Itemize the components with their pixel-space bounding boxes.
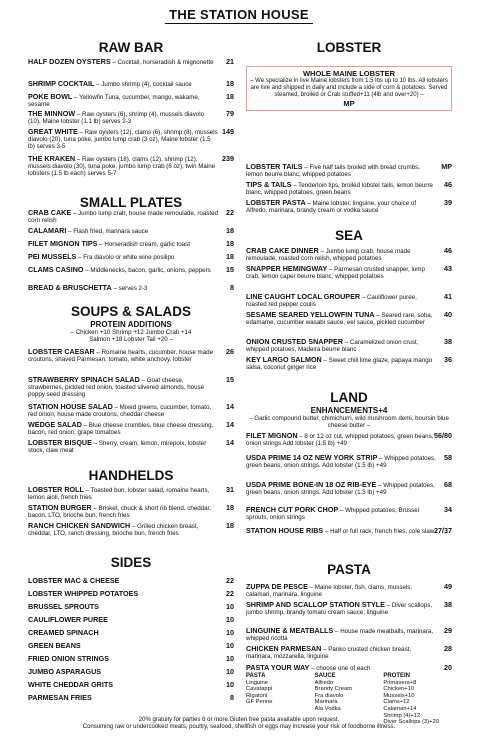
- subnote-line: Salmon +18 Lobster Tail +20 –: [89, 336, 173, 344]
- box-desc: – We specialize in live Maine lobsters from 1.5 lbs up to 10 lbs. All lobsters are live and shipped in daily and include a side of corn & potatoes. Served steamed, broiled or Crab stuffed+11 (4lb and over+20) –: [250, 78, 448, 98]
- item-name: LOBSTER BISQUE: [28, 438, 92, 447]
- item-desc: – Panko crusted chicken breast, marinara, mozzarella, linguine: [246, 646, 412, 661]
- item-name: GREAT WHITE: [28, 127, 78, 136]
- item-price: 18: [226, 226, 234, 235]
- item-desc: – Goat cheese, strawberries, pickled red onion, toasted slivered almonds, house poppy seed dressing: [28, 377, 205, 399]
- option-head: PROTEIN: [383, 673, 411, 679]
- item-price: 49: [444, 582, 452, 591]
- item-desc: – Parmesan crusted snapper, lump crab, lemon caper beurre blanc, whipped potatoes: [246, 266, 425, 281]
- item-name: LOBSTER CAESAR: [28, 347, 95, 356]
- menu-item: [246, 481, 452, 496]
- option-row: Fra diavolo: [314, 692, 344, 699]
- item-desc: – Cauliflower puree, roasted red pepper coulis: [246, 294, 417, 309]
- item-name: THE KRAKEN: [28, 154, 76, 163]
- menu-item: [28, 80, 234, 88]
- item-desc: – Diver scallops, jumbo shrimp, brandy tomato cream sauce, linguine: [246, 602, 433, 617]
- section-title: RAW BAR: [98, 40, 164, 55]
- menu-item: [28, 577, 234, 585]
- item-desc: – Jumbo shrimp (4), cocktail sauce: [94, 81, 192, 88]
- item-name: CLAMS CASINO: [28, 265, 84, 274]
- item-name: CAULIFLOWER PUREE: [28, 615, 108, 624]
- item-name: GREEN BEANS: [28, 641, 81, 650]
- menu-item: [246, 454, 452, 469]
- item-name: LOBSTER WHIPPED POTATOES: [28, 589, 139, 598]
- item-name: USDA PRIME BONE-IN 18 OZ RIB-EYE: [246, 480, 377, 489]
- section-subnote: [28, 320, 234, 343]
- item-desc: – Caramelized onion crust, whipped potatoes, Madeira beurre blanc: [246, 339, 419, 354]
- item-name: STATION BURGER: [28, 503, 92, 512]
- menu-item: [246, 247, 452, 262]
- item-name: POKE BOWL: [28, 92, 73, 101]
- menu-item: [246, 583, 452, 598]
- item-name: CRAB CAKE: [28, 208, 72, 217]
- item-name: FILET MIGNON TIPS: [28, 239, 98, 248]
- menu-item: [246, 432, 452, 447]
- item-price: 15: [226, 265, 234, 274]
- menu-item: [246, 664, 452, 672]
- menu-item: [246, 645, 452, 660]
- item-price: 31: [226, 485, 234, 494]
- item-name: PASTA YOUR WAY: [246, 663, 310, 672]
- menu-item: [28, 155, 234, 178]
- menu-item: [28, 110, 234, 125]
- item-name: HALF DOZEN OYSTERS: [28, 57, 111, 66]
- menu-item: [28, 629, 234, 637]
- menu-item: [28, 128, 234, 151]
- subnote-head: ENHANCEMENTS+4: [310, 406, 388, 415]
- section-title: PASTA: [327, 562, 371, 577]
- item-name: PEI MUSSELS: [28, 252, 77, 261]
- item-desc: – Raw oysters (6), shrimp (4), mussels diavolo (10), Maine lobster (1.1 lb) serves 2-3: [28, 111, 205, 126]
- item-price: 8: [230, 283, 234, 292]
- item-desc: – Five half tails broiled with bread crumbs, lemon beurre blanc, whipped potatoes: [246, 164, 420, 179]
- menu-item: [28, 655, 234, 663]
- item-desc: – Yellowfin Tuna, cucumber, mango, wakame, sesame: [28, 94, 200, 109]
- item-desc: – Raw oysters (18), clams (12), shrimp (12), mussels diavolo (30), tuna poke, jumbo lump crab (6 oz), twin Maine lobsters (1.5 lb each) serves 5-7: [28, 156, 216, 178]
- item-price: 79: [226, 109, 234, 118]
- item-desc: – Tenderloin tips, broiled lobster tails, lemon beurre blanc, whipped potatoes, green beans: [246, 182, 433, 197]
- item-price: 21: [226, 57, 234, 66]
- item-name: SHRIMP AND SCALLOP STATION STYLE: [246, 600, 385, 609]
- item-name: FRENCH CUT PORK CHOP: [246, 505, 339, 514]
- item-price: 15: [226, 375, 234, 384]
- item-desc: – Toasted bun, lobster salad, romaine hearts, lemon aioli, french fries: [28, 487, 210, 502]
- item-name: THE MINNOW: [28, 109, 76, 118]
- item-price: 10: [226, 602, 234, 611]
- option-head: SAUCE: [314, 673, 336, 679]
- item-price: 58: [444, 453, 452, 462]
- option-row: GF Penne: [246, 699, 273, 706]
- item-price: 18: [226, 521, 234, 530]
- option-row: Rigatoni: [246, 692, 268, 699]
- item-desc: – Sweet chili lime glaze, papaya mango salsa, coconut ginger rice: [246, 357, 433, 372]
- menu-item: [28, 348, 234, 363]
- item-desc: – serves 2-3: [111, 285, 148, 292]
- item-desc: – choose one of each: [309, 665, 371, 672]
- item-name: LOBSTER TAILS: [246, 162, 303, 171]
- menu-item: [246, 163, 452, 178]
- menu-item: [28, 590, 234, 598]
- item-desc: – Middlenecks, bacon, garlic, onions, peppers: [83, 267, 211, 274]
- item-desc: – Whipped potatoes, Brussel sprouts, onion strings: [246, 507, 420, 522]
- option-row: Calamari+14: [383, 705, 417, 712]
- menu-item: [28, 694, 234, 702]
- item-name: STATION HOUSE SALAD: [28, 402, 113, 411]
- item-name: CALAMARI: [28, 226, 67, 235]
- menu-item: [28, 284, 234, 292]
- item-price: 20: [444, 663, 452, 672]
- option-row: Primavera+8: [383, 679, 417, 686]
- item-price: 26: [226, 347, 234, 356]
- item-price: 28: [444, 644, 452, 653]
- menu-item: [28, 240, 234, 248]
- subnote-line: – Chicken +10 Shrimp +12 Jumbo Crab +14: [70, 329, 192, 336]
- item-price: 18: [226, 239, 234, 248]
- item-name: SHRIMP COCKTAIL: [28, 79, 95, 88]
- item-name: CHICKEN PARMESAN: [246, 644, 322, 653]
- item-name: WEDGE SALAD: [28, 420, 82, 429]
- item-price: 38: [444, 337, 452, 346]
- menu-item: [28, 376, 234, 399]
- item-price: 68: [444, 480, 452, 489]
- item-name: BRUSSEL SPROUTS: [28, 602, 99, 611]
- item-price: 18: [226, 252, 234, 261]
- section-title: HANDHELDS: [88, 468, 174, 483]
- menu-item: [28, 253, 234, 261]
- option-row: Alfredo: [314, 679, 334, 686]
- option-row: Clams+12: [383, 699, 410, 706]
- item-name: BREAD & BRUSCHETTA: [28, 283, 112, 292]
- section-title: LAND: [330, 390, 368, 405]
- menu-item: [28, 616, 234, 624]
- item-desc: – Jumbo lump crab, house made remoulade, roasted corn relish, whipped potatoes: [246, 248, 411, 263]
- item-price: 239: [222, 154, 234, 163]
- item-name: ZUPPA DE PESCE: [246, 582, 308, 591]
- item-name: USDA PRIME 14 OZ NEW YORK STRIP: [246, 453, 378, 462]
- option-row: Diver Scallops (3)+20: [383, 719, 439, 726]
- option-row: Shrimp (4)+12: [383, 712, 421, 719]
- footer-line: Consuming raw or undercooked meats, poultry, seafood, shellfish or eggs may increase your risk of foodborne illness.: [82, 724, 396, 730]
- item-name: JUMBO ASPARAGUS: [28, 667, 102, 676]
- item-desc: – 8 or 12 oz cut, whipped potatoes, green beans, onion strings Add lobster (1.5 lb) +49: [246, 433, 434, 448]
- item-price: 36: [444, 355, 452, 364]
- menu-item: [28, 266, 234, 274]
- item-price: 43: [444, 264, 452, 273]
- item-price: 38: [444, 600, 452, 609]
- item-desc: – Sherry, cream, lemon, mirepoix, lobster stock, claw meat: [28, 440, 207, 455]
- item-desc: – Grilled chicken breast, cheddar, LTO, ranch dressing, brioche bun, french fries: [28, 523, 199, 538]
- subnote-line: – Garlic compound butter, chimichurri, wild mushroom demi, boursin blue cheese butter –: [249, 415, 449, 430]
- item-name: SNAPPER HEMINGWAY: [246, 264, 328, 273]
- item-desc: – Half or full rack, french fries, cole slaw: [323, 528, 435, 535]
- option-row: Mussels+10: [383, 692, 415, 699]
- menu-header: [0, 6, 478, 24]
- section-title: SMALL PLATES: [79, 195, 183, 210]
- item-price: 18: [226, 79, 234, 88]
- menu-item: [246, 338, 452, 353]
- item-desc: – House made meatballs, marinara, whipped ricotta: [246, 628, 434, 643]
- item-price: 27/37: [434, 526, 452, 535]
- item-desc: – Blue cheese crumbles, blue cheese dressing, bacon, red onion, grape tomatoes: [28, 422, 214, 437]
- item-desc: – Mixed greens, cucumber, tomato, red onion, house made croutons, cheddar cheese: [28, 404, 212, 419]
- menu-item: [28, 681, 234, 689]
- menu-item: [28, 439, 234, 454]
- item-price: 22: [226, 576, 234, 585]
- item-desc: – Brisket, chuck & short rib blend, cheddar, bacon, LTO, brioche bun, french fries: [28, 505, 211, 520]
- item-price: 56/80: [434, 431, 452, 440]
- item-desc: – Raw oysters (12), clams (6), shrimp (8), mussels diavolo (20), tuna poke, jumbo lump crab (3 oz), Maine lobster (1.5 lb) serves 3-5: [28, 129, 218, 151]
- menu-item: [28, 522, 234, 537]
- item-name: LOBSTER ROLL: [28, 485, 84, 494]
- item-desc: – Horseradish cream, garlic toast: [97, 241, 190, 248]
- item-price: 14: [226, 438, 234, 447]
- item-price: 10: [226, 615, 234, 624]
- item-desc: – Jumbo lump crab, house made remoulade, roasted corn relish: [28, 210, 218, 225]
- menu-item: [246, 356, 452, 371]
- item-name: PARMESAN FRIES: [28, 693, 92, 702]
- item-name: LOBSTER MAC & CHEESE: [28, 576, 120, 585]
- menu-item: [28, 642, 234, 650]
- menu-item: [28, 504, 234, 519]
- item-desc: – Whipped potatoes, green beans, onion strings. Add lobster (1.5 lb) +49: [246, 482, 435, 497]
- item-price: 14: [226, 420, 234, 429]
- item-desc: – Fra diavolo or white wine posilipo: [76, 254, 175, 261]
- menu-item: [246, 506, 452, 521]
- box-price: MP: [343, 99, 355, 108]
- menu-item: [28, 668, 234, 676]
- section-title: SOUPS & SALADS: [70, 304, 192, 319]
- item-price: 18: [226, 503, 234, 512]
- item-price: 34: [444, 505, 452, 514]
- item-price: 10: [226, 680, 234, 689]
- item-desc: – Maine lobster, fish, clams, mussels, calamari, marinara, linguine: [246, 584, 413, 599]
- item-price: 46: [444, 180, 452, 189]
- item-price: 39: [444, 198, 452, 207]
- footer-line: 20% gratuity for parties 6 or more.Gluten free pasta available upon request.: [138, 717, 340, 723]
- item-price: 10: [226, 641, 234, 650]
- item-name: CREAMED SPINACH: [28, 628, 99, 637]
- menu-item: [28, 227, 234, 235]
- option-row: Brandy Cream: [314, 686, 353, 693]
- menu-item: [246, 181, 452, 196]
- item-name: ONION CRUSTED SNAPPER: [246, 337, 344, 346]
- item-name: CRAB CAKE DINNER: [246, 246, 319, 255]
- item-desc: – Maine lobster, linguine, your choice of Alfredo, marinara, brandy cream or vodka sauce: [246, 200, 417, 215]
- item-name: TIPS & TAILS: [246, 180, 292, 189]
- item-name: RANCH CHICKEN SANDWICH: [28, 521, 131, 530]
- item-name: FILET MIGNON: [246, 431, 298, 440]
- item-price: 149: [222, 127, 234, 136]
- option-head: PASTA: [246, 673, 266, 679]
- item-name: WHITE CHEDDAR GRITS: [28, 680, 114, 689]
- item-name: LINE CAUGHT LOCAL GROUPER: [246, 292, 361, 301]
- item-name: KEY LARGO SALMON: [246, 355, 322, 364]
- menu-item: [246, 601, 452, 616]
- menu-item: [28, 403, 234, 418]
- option-row: Chicken+10: [383, 686, 415, 693]
- item-desc: – Seared rare, soba, edamame, cucumber wasabi sauce, eel sauce, pickled cucumber: [246, 312, 433, 327]
- item-desc: – Cocktail, horseradish & mignonette: [110, 59, 214, 66]
- item-desc: – Whipped potatoes, green beans, onion strings. Add lobster (1.5 lb) +49: [246, 455, 436, 470]
- section-subnote: [246, 406, 452, 429]
- restaurant-title: THE STATION HOUSE: [165, 7, 313, 24]
- menu-item: [246, 311, 452, 326]
- item-price: 46: [444, 246, 452, 255]
- menu-footer: [0, 717, 478, 731]
- section-title: LOBSTER: [316, 40, 382, 55]
- item-name: LINGUINE & MEATBALLS: [246, 626, 334, 635]
- option-row: Cavatappi: [246, 686, 273, 693]
- menu-item: [246, 265, 452, 280]
- section-title: SEA: [335, 228, 363, 243]
- item-desc: – Romaine hearts, cucumber, house made croutons, shaved Parmesan, tomato, white anchovy, lobster: [28, 349, 214, 364]
- item-name: STRAWBERRY SPINACH SALAD: [28, 375, 140, 384]
- item-price: 22: [226, 208, 234, 217]
- menu-item: [246, 293, 452, 308]
- menu-item: [28, 209, 234, 224]
- whole-lobster-box: [246, 66, 452, 111]
- item-name: SESAME SEARED YELLOWFIN TUNA: [246, 310, 375, 319]
- menu-item: [246, 199, 452, 214]
- item-price: 18: [226, 92, 234, 101]
- option-row: Ala Vodka: [314, 705, 341, 712]
- menu-item: [28, 58, 234, 66]
- section-title: SIDES: [110, 555, 152, 570]
- item-price: 10: [226, 667, 234, 676]
- item-name: STATION HOUSE RIBS: [246, 526, 324, 535]
- menu-item: [246, 527, 452, 535]
- item-price: 8: [230, 693, 234, 702]
- item-desc: – Flash fried, marinara sauce: [66, 228, 149, 235]
- item-price: 22: [226, 589, 234, 598]
- menu-item: [28, 93, 234, 108]
- menu-item: [28, 486, 234, 501]
- menu-item: [246, 627, 452, 642]
- option-row: Marinara: [314, 699, 338, 706]
- menu-item: [28, 603, 234, 611]
- item-price: 14: [226, 402, 234, 411]
- item-price: 10: [226, 628, 234, 637]
- item-price: 41: [444, 292, 452, 301]
- item-name: FRIED ONION STRINGS: [28, 654, 110, 663]
- item-price: 29: [444, 626, 452, 635]
- item-price: 40: [444, 310, 452, 319]
- box-title: WHOLE MAINE LOBSTER: [302, 69, 396, 78]
- item-price: 10: [226, 654, 234, 663]
- menu-item: [28, 421, 234, 436]
- subnote-head: PROTEIN ADDITIONS: [90, 320, 172, 329]
- option-row: Linguine: [246, 679, 268, 686]
- item-name: LOBSTER PASTA: [246, 198, 306, 207]
- item-price: MP: [441, 162, 452, 171]
